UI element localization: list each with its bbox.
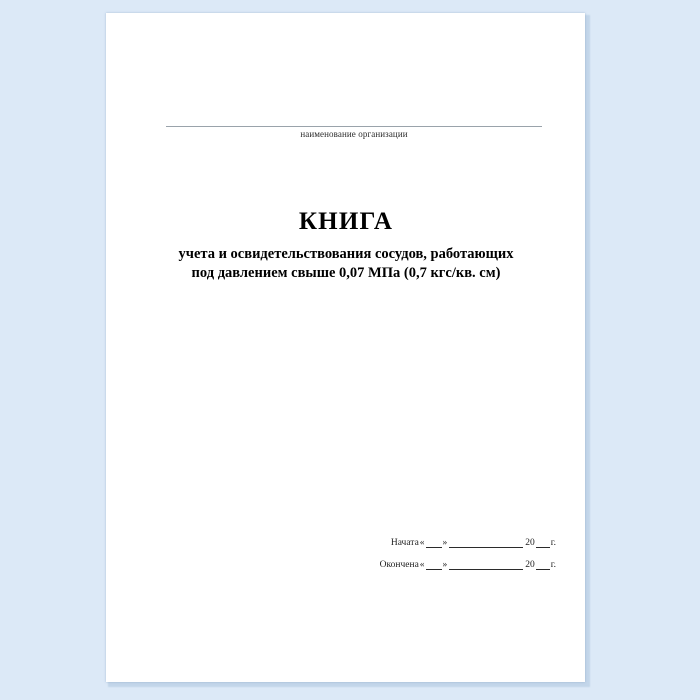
page-subtitle-line-2: под давлением свыше 0,07 МПа (0,7 кгс/кв. см) xyxy=(191,265,501,282)
start-date-quote-open: « xyxy=(419,538,425,548)
start-date-day-blank xyxy=(426,547,442,548)
start-date-year-prefix: 20 xyxy=(525,538,535,548)
start-date-year-suffix: г. xyxy=(550,538,556,548)
organization-name-caption: наименование организации xyxy=(300,129,408,139)
start-date-row xyxy=(356,538,556,548)
end-date-year-blank xyxy=(536,569,550,570)
start-date-label: Начата xyxy=(390,538,419,548)
end-date-day-blank xyxy=(426,569,442,570)
title-block xyxy=(140,208,552,284)
page-title: КНИГА xyxy=(298,208,394,235)
page-subtitle xyxy=(140,245,552,284)
start-date-month-blank xyxy=(449,547,523,548)
end-date-year-suffix: г. xyxy=(550,560,556,570)
end-date-quote-close: » xyxy=(442,560,448,570)
start-date-quote-close: » xyxy=(442,538,448,548)
organization-name-rule xyxy=(166,126,542,127)
dates-block xyxy=(356,538,556,582)
end-date-row xyxy=(356,560,556,570)
start-date-year-blank xyxy=(536,547,550,548)
page-subtitle-line-1: учета и освидетельствования сосудов, работающих xyxy=(178,245,514,262)
end-date-quote-open: « xyxy=(419,560,425,570)
end-date-year-prefix: 20 xyxy=(525,560,535,570)
end-date-label: Окончена xyxy=(379,560,419,570)
document-page xyxy=(106,13,585,682)
end-date-month-blank xyxy=(449,569,523,570)
